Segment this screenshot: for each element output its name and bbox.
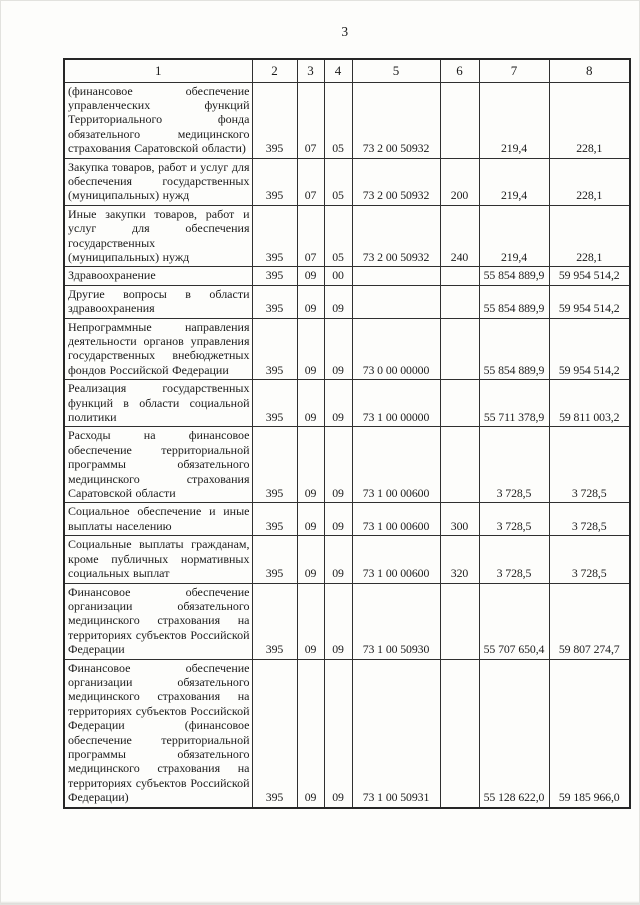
table-body <box>64 82 630 808</box>
table-row <box>64 318 630 380</box>
value-cell <box>440 427 479 503</box>
value-cell: 3 728,5 <box>549 503 630 536</box>
table-row <box>64 285 630 318</box>
value-cell: 55 854 889,9 <box>479 285 549 318</box>
table-row <box>64 427 630 503</box>
value-cell: 395 <box>252 205 297 267</box>
table-row <box>64 536 630 583</box>
row-label-cell: Другие вопросы в области здравоохранения <box>64 285 252 318</box>
value-cell: 59 807 274,7 <box>549 583 630 659</box>
row-label-cell: Иные закупки товаров, работ и услуг для обеспечения государственных (муниципальных) нужд <box>64 205 252 267</box>
value-cell <box>440 583 479 659</box>
value-cell: 73 1 00 50930 <box>352 583 440 659</box>
value-cell: 73 1 00 00600 <box>352 536 440 583</box>
row-label-cell: Расходы на финансовое обеспечение территориальной программы обязательного медицинского страхования Саратовской области <box>64 427 252 503</box>
column-header-3: 3 <box>297 59 324 82</box>
scan-edge-artifact <box>1 901 639 904</box>
row-label-cell: Непрограммные направления деятельности органов управления государственных внебюджетных фондов Российской Федерации <box>64 318 252 380</box>
value-cell: 05 <box>324 205 352 267</box>
column-header-5: 5 <box>352 59 440 82</box>
value-cell: 219,4 <box>479 205 549 267</box>
value-cell: 395 <box>252 659 297 808</box>
column-header-2: 2 <box>252 59 297 82</box>
column-header-1: 1 <box>64 59 252 82</box>
value-cell: 395 <box>252 380 297 427</box>
value-cell: 09 <box>297 285 324 318</box>
value-cell: 09 <box>324 536 352 583</box>
row-label-cell: (финансовое обеспечение управленческих функций Территориального фонда обязательного медицинского страхования Саратовской области) <box>64 82 252 158</box>
value-cell: 320 <box>440 536 479 583</box>
value-cell: 55 854 889,9 <box>479 267 549 285</box>
value-cell <box>440 267 479 285</box>
table-row <box>64 380 630 427</box>
value-cell: 240 <box>440 205 479 267</box>
row-label-cell: Финансовое обеспечение организации обязательного медицинского страхования на территориях субъектов Российской Федерации <box>64 583 252 659</box>
value-cell: 09 <box>297 267 324 285</box>
value-cell: 73 1 00 00600 <box>352 427 440 503</box>
value-cell: 300 <box>440 503 479 536</box>
table-row <box>64 267 630 285</box>
value-cell: 395 <box>252 285 297 318</box>
table-row <box>64 82 630 158</box>
row-label-cell: Закупка товаров, работ и услуг для обеспечения государственных (муниципальных) нужд <box>64 158 252 205</box>
value-cell: 09 <box>324 583 352 659</box>
value-cell: 55 707 650,4 <box>479 583 549 659</box>
value-cell: 3 728,5 <box>479 503 549 536</box>
value-cell <box>440 659 479 808</box>
value-cell: 73 1 00 00000 <box>352 380 440 427</box>
table-row <box>64 659 630 808</box>
value-cell <box>352 267 440 285</box>
value-cell: 73 2 00 50932 <box>352 205 440 267</box>
column-header-6: 6 <box>440 59 479 82</box>
value-cell: 395 <box>252 503 297 536</box>
value-cell: 3 728,5 <box>479 427 549 503</box>
value-cell: 05 <box>324 82 352 158</box>
column-header-4: 4 <box>324 59 352 82</box>
value-cell: 200 <box>440 158 479 205</box>
value-cell: 219,4 <box>479 82 549 158</box>
value-cell: 09 <box>297 318 324 380</box>
value-cell: 228,1 <box>549 158 630 205</box>
value-cell: 59 811 003,2 <box>549 380 630 427</box>
value-cell: 395 <box>252 318 297 380</box>
value-cell: 395 <box>252 536 297 583</box>
value-cell: 3 728,5 <box>549 427 630 503</box>
page-number: 3 <box>341 24 349 39</box>
table-row <box>64 583 630 659</box>
value-cell: 09 <box>324 427 352 503</box>
value-cell: 09 <box>324 380 352 427</box>
value-cell: 219,4 <box>479 158 549 205</box>
value-cell: 73 1 00 50931 <box>352 659 440 808</box>
value-cell: 228,1 <box>549 82 630 158</box>
value-cell: 73 0 00 00000 <box>352 318 440 380</box>
value-cell: 07 <box>297 82 324 158</box>
value-cell: 59 954 514,2 <box>549 285 630 318</box>
value-cell: 09 <box>297 380 324 427</box>
table-header-row <box>64 59 630 82</box>
value-cell: 395 <box>252 82 297 158</box>
value-cell: 55 854 889,9 <box>479 318 549 380</box>
value-cell <box>440 82 479 158</box>
value-cell <box>440 380 479 427</box>
value-cell: 228,1 <box>549 205 630 267</box>
value-cell: 09 <box>324 285 352 318</box>
value-cell: 09 <box>297 659 324 808</box>
value-cell <box>352 285 440 318</box>
value-cell <box>440 285 479 318</box>
value-cell: 3 728,5 <box>479 536 549 583</box>
value-cell: 55 711 378,9 <box>479 380 549 427</box>
column-header-7: 7 <box>479 59 549 82</box>
row-label-cell: Реализация государственных функций в области социальной политики <box>64 380 252 427</box>
value-cell: 00 <box>324 267 352 285</box>
value-cell: 73 2 00 50932 <box>352 158 440 205</box>
value-cell: 09 <box>297 503 324 536</box>
value-cell: 55 128 622,0 <box>479 659 549 808</box>
row-label-cell: Здравоохранение <box>64 267 252 285</box>
value-cell: 59 954 514,2 <box>549 267 630 285</box>
table-row <box>64 158 630 205</box>
value-cell: 07 <box>297 158 324 205</box>
value-cell: 09 <box>297 583 324 659</box>
budget-appropriations-table <box>63 58 631 809</box>
value-cell: 395 <box>252 267 297 285</box>
value-cell: 05 <box>324 158 352 205</box>
table-row <box>64 205 630 267</box>
value-cell: 73 1 00 00600 <box>352 503 440 536</box>
value-cell: 09 <box>324 503 352 536</box>
value-cell: 73 2 00 50932 <box>352 82 440 158</box>
value-cell: 395 <box>252 427 297 503</box>
row-label-cell: Финансовое обеспечение организации обязательного медицинского страхования на территориях субъектов Российской Федерации (финансовое обеспечение территориальной программы обязательного медицинского страхования на территориях субъектов Российской Федерации) <box>64 659 252 808</box>
column-header-8: 8 <box>549 59 630 82</box>
value-cell: 395 <box>252 158 297 205</box>
row-label-cell: Социальное обеспечение и иные выплаты населению <box>64 503 252 536</box>
value-cell: 09 <box>297 536 324 583</box>
value-cell: 395 <box>252 583 297 659</box>
value-cell: 07 <box>297 205 324 267</box>
value-cell <box>440 318 479 380</box>
row-label-cell: Социальные выплаты гражданам, кроме публичных нормативных социальных выплат <box>64 536 252 583</box>
value-cell: 59 954 514,2 <box>549 318 630 380</box>
value-cell: 3 728,5 <box>549 536 630 583</box>
value-cell: 59 185 966,0 <box>549 659 630 808</box>
value-cell: 09 <box>324 318 352 380</box>
value-cell: 09 <box>297 427 324 503</box>
table-row <box>64 503 630 536</box>
value-cell: 09 <box>324 659 352 808</box>
